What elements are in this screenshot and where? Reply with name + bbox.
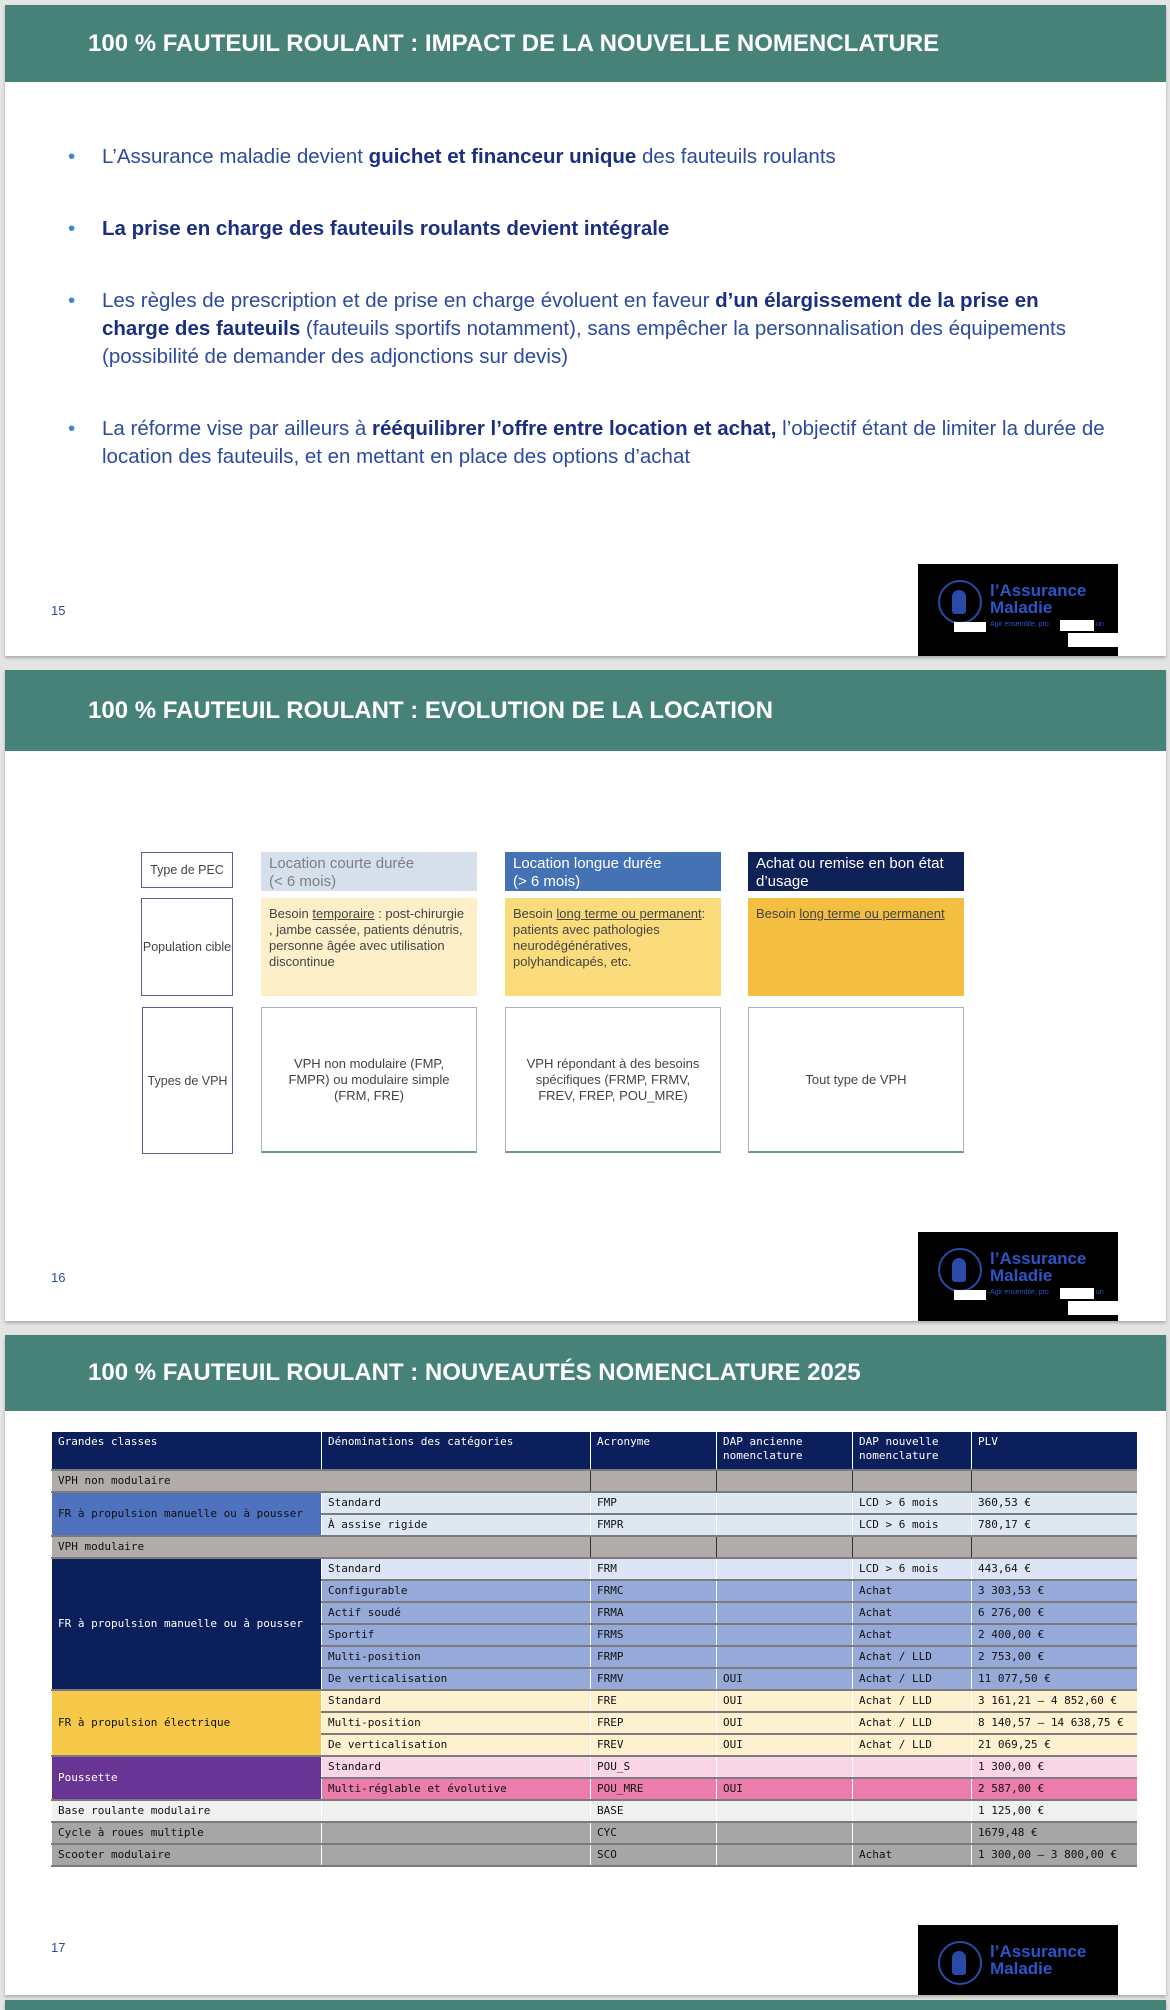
pop-text: : post-chirurgie , jambe cassée, patients dénutris, personne âgée avec utilisation discontinue xyxy=(269,906,465,969)
assurance-maladie-logo xyxy=(918,1925,1118,1995)
bullet-item xyxy=(60,215,1110,243)
empty-cell xyxy=(853,1536,972,1558)
cell-old xyxy=(717,1844,853,1866)
cell-cat: Actif soudé xyxy=(322,1602,591,1624)
page-number: 17 xyxy=(51,1940,66,1955)
cell-new: LCD > 6 mois xyxy=(853,1514,972,1536)
empty-cell xyxy=(972,1536,1137,1558)
cell-new: Achat xyxy=(853,1602,972,1624)
empty-cell xyxy=(591,1536,717,1558)
cell-cat xyxy=(322,1822,591,1844)
text: l’objectif étant de limiter la durée de location des fauteuils, et en mettant en place des options d’achat xyxy=(102,417,1105,468)
logo-name: l’Assurance Maladie xyxy=(990,1942,1087,1978)
cell-cat: De verticalisation xyxy=(322,1668,591,1690)
bold-text: La prise en charge des fauteuils roulants devient intégrale xyxy=(102,217,670,240)
pop-underlined: long terme ou permanent xyxy=(799,906,945,921)
cell-old: OUI xyxy=(717,1712,853,1734)
vph-cell: Tout type de VPH xyxy=(748,1007,964,1153)
cell-plv: 443,64 € xyxy=(972,1558,1137,1580)
cell-new: Achat / LLD xyxy=(853,1690,972,1712)
population-cell xyxy=(261,898,477,996)
logo-name: l’Assurance Maladie xyxy=(990,581,1087,617)
table-row xyxy=(52,1558,1137,1580)
cell-cat xyxy=(322,1800,591,1822)
assurance-maladie-logo xyxy=(918,1232,1118,1321)
bold-text: d’un élargissement de la prise en charge des fauteuils xyxy=(102,289,1039,340)
column-header: PLV xyxy=(972,1432,1137,1470)
class-cell: Poussette xyxy=(52,1756,322,1800)
cell-plv: 21 069,25 € xyxy=(972,1734,1137,1756)
cell-old: OUI xyxy=(717,1734,853,1756)
slide-title: 100 % FAUTEUIL ROULANT : NOUVEAUTÉS NOMENCLATURE 2025 xyxy=(5,1335,1166,1411)
cell-plv: 1 300,00 – 3 800,00 € xyxy=(972,1844,1137,1866)
pop-text: : patients avec pathologies neurodégénératives, polyhandicapés, etc. xyxy=(513,906,706,969)
cell-new: Achat xyxy=(853,1624,972,1646)
cell-acr: FRMS xyxy=(591,1624,717,1646)
cell-old xyxy=(717,1756,853,1778)
cell-acr: FREV xyxy=(591,1734,717,1756)
row-label-population: Population cible xyxy=(141,898,233,996)
empty-cell xyxy=(591,1470,717,1492)
logo-tagline-end: un xyxy=(1096,1289,1104,1296)
logo-tagline: Agir ensemble, pro xyxy=(990,1289,1049,1296)
cell-acr: SCO xyxy=(591,1844,717,1866)
bullet-item xyxy=(60,415,1110,471)
section-label: VPH modulaire xyxy=(52,1536,591,1558)
logo-emblem-icon xyxy=(938,580,982,624)
redaction-box xyxy=(954,622,986,632)
cell-cat: Configurable xyxy=(322,1580,591,1602)
cell-old xyxy=(717,1492,853,1514)
cell-acr: POU_S xyxy=(591,1756,717,1778)
bullet-item xyxy=(60,287,1110,371)
column-header: Dénominations des catégories xyxy=(322,1432,591,1470)
cell-plv: 8 140,57 – 14 638,75 € xyxy=(972,1712,1137,1734)
bold-text: guichet et financeur unique xyxy=(368,145,643,168)
cell-new xyxy=(853,1822,972,1844)
cell-new: Achat / LLD xyxy=(853,1734,972,1756)
redaction-box xyxy=(1068,633,1118,647)
cell-old: OUI xyxy=(717,1668,853,1690)
table-row xyxy=(52,1822,1137,1844)
cell-cat: Standard xyxy=(322,1756,591,1778)
slide-18-edge xyxy=(5,2000,1166,2010)
cell-old xyxy=(717,1514,853,1536)
empty-cell xyxy=(717,1536,853,1558)
cell-plv: 1 300,00 € xyxy=(972,1756,1137,1778)
row-label-types-vph: Types de VPH xyxy=(142,1007,233,1154)
text: des fauteuils roulants xyxy=(642,145,836,168)
nomenclature-table xyxy=(51,1432,1137,1867)
cell-old xyxy=(717,1558,853,1580)
cell-plv: 2 753,00 € xyxy=(972,1646,1137,1668)
population-cell xyxy=(505,898,721,996)
cell-acr: FREP xyxy=(591,1712,717,1734)
class-cell: FR à propulsion manuelle ou à pousser xyxy=(52,1492,322,1536)
cell-plv: 6 276,00 € xyxy=(972,1602,1137,1624)
page-number: 16 xyxy=(51,1270,66,1285)
table-row xyxy=(52,1492,1137,1514)
redaction-box xyxy=(1068,1301,1118,1315)
cell-old: OUI xyxy=(717,1690,853,1712)
column-header: Acronyme xyxy=(591,1432,717,1470)
bold-text: rééquilibrer l’offre entre location et achat, xyxy=(372,417,777,440)
cell-cat: Standard xyxy=(322,1690,591,1712)
section-label: VPH non modulaire xyxy=(52,1470,591,1492)
cell-acr: POU_MRE xyxy=(591,1778,717,1800)
table-row xyxy=(52,1800,1137,1822)
cell-acr: FRMC xyxy=(591,1580,717,1602)
cell-acr: FRM xyxy=(591,1558,717,1580)
cell-new: Achat / LLD xyxy=(853,1646,972,1668)
column-header: Location courte durée (< 6 mois) xyxy=(261,852,477,891)
cell-plv: 2 587,00 € xyxy=(972,1778,1137,1800)
column-header: DAP nouvelle nomenclature xyxy=(853,1432,972,1470)
pop-text: Besoin xyxy=(513,906,557,921)
slide-17 xyxy=(5,1335,1166,1995)
cell-cat: Standard xyxy=(322,1558,591,1580)
class-cell: FR à propulsion électrique xyxy=(52,1690,322,1756)
cell-plv: 11 077,50 € xyxy=(972,1668,1137,1690)
logo-tagline-end: un xyxy=(1096,621,1104,628)
logo-name: l’Assurance Maladie xyxy=(990,1249,1087,1285)
cell-new: Achat / LLD xyxy=(853,1712,972,1734)
cell-new: Achat xyxy=(853,1580,972,1602)
cell-plv: 360,53 € xyxy=(972,1492,1137,1514)
pop-text: Besoin xyxy=(756,906,800,921)
pop-underlined: temporaire xyxy=(312,906,375,921)
cell-plv: 3 303,53 € xyxy=(972,1580,1137,1602)
cell-plv: 780,17 € xyxy=(972,1514,1137,1536)
cell-acr: FMP xyxy=(591,1492,717,1514)
slide-15 xyxy=(5,5,1166,656)
cell-acr: BASE xyxy=(591,1800,717,1822)
bullet-item xyxy=(60,143,1110,171)
text: L’Assurance maladie devient xyxy=(102,145,369,168)
cell-new xyxy=(853,1800,972,1822)
cell-acr: FRMP xyxy=(591,1646,717,1668)
population-cell xyxy=(748,898,964,996)
cell-new: Achat xyxy=(853,1844,972,1866)
redaction-box xyxy=(1060,1288,1094,1299)
cell-acr: CYC xyxy=(591,1822,717,1844)
pop-text: Besoin xyxy=(269,906,313,921)
cell-old xyxy=(717,1602,853,1624)
class-cell: Scooter modulaire xyxy=(52,1844,322,1866)
bullet-list xyxy=(60,143,1110,515)
slide-title: 100 % FAUTEUIL ROULANT : EVOLUTION DE LA LOCATION xyxy=(5,670,1166,751)
text: La réforme vise par ailleurs à xyxy=(102,417,373,440)
section-row xyxy=(52,1536,1137,1558)
table-row xyxy=(52,1756,1137,1778)
section-row xyxy=(52,1470,1137,1492)
cell-cat: Multi-position xyxy=(322,1712,591,1734)
text: (fauteuils sportifs notamment), sans empêcher la personnalisation des équipements (possibilité de demander des adjonctions sur devis) xyxy=(102,317,1066,368)
cell-old xyxy=(717,1580,853,1602)
cell-plv: 2 400,00 € xyxy=(972,1624,1137,1646)
cell-cat: Multi-réglable et évolutive xyxy=(322,1778,591,1800)
cell-new: LCD > 6 mois xyxy=(853,1492,972,1514)
cell-cat: Sportif xyxy=(322,1624,591,1646)
slide-title: 100 % FAUTEUIL ROULANT : IMPACT DE LA NOUVELLE NOMENCLATURE xyxy=(5,5,1166,82)
empty-cell xyxy=(853,1470,972,1492)
cell-cat: Standard xyxy=(322,1492,591,1514)
cell-old: OUI xyxy=(717,1778,853,1800)
cell-new xyxy=(853,1778,972,1800)
cell-new: Achat / LLD xyxy=(853,1668,972,1690)
table-row xyxy=(52,1844,1137,1866)
cell-old xyxy=(717,1646,853,1668)
cell-plv: 3 161,21 – 4 852,60 € xyxy=(972,1690,1137,1712)
cell-cat xyxy=(322,1844,591,1866)
vph-cell: VPH non modulaire (FMP, FMPR) ou modulaire simple (FRM, FRE) xyxy=(261,1007,477,1153)
empty-cell xyxy=(717,1470,853,1492)
redaction-box xyxy=(1060,620,1094,631)
row-label-type-pec: Type de PEC xyxy=(141,852,233,888)
table-row xyxy=(52,1690,1137,1712)
cell-cat: À assise rigide xyxy=(322,1514,591,1536)
class-cell: FR à propulsion manuelle ou à pousser xyxy=(52,1558,322,1690)
cell-cat: De verticalisation xyxy=(322,1734,591,1756)
logo-emblem-icon xyxy=(938,1248,982,1292)
column-header: Location longue durée (> 6 mois) xyxy=(505,852,721,891)
cell-plv: 1 125,00 € xyxy=(972,1800,1137,1822)
assurance-maladie-logo xyxy=(918,564,1118,656)
cell-new: LCD > 6 mois xyxy=(853,1558,972,1580)
page-number: 15 xyxy=(51,603,66,618)
cell-old xyxy=(717,1624,853,1646)
cell-acr: FRMA xyxy=(591,1602,717,1624)
column-header: DAP ancienne nomenclature xyxy=(717,1432,853,1470)
cell-acr: FRMV xyxy=(591,1668,717,1690)
cell-old xyxy=(717,1800,853,1822)
slide-16 xyxy=(5,670,1166,1321)
vph-cell: VPH répondant à des besoins spécifiques (FRMP, FRMV, FREV, FREP, POU_MRE) xyxy=(505,1007,721,1153)
cell-plv: 1679,48 € xyxy=(972,1822,1137,1844)
table-header-row xyxy=(52,1432,1137,1470)
cell-new xyxy=(853,1756,972,1778)
class-cell: Base roulante modulaire xyxy=(52,1800,322,1822)
class-cell: Cycle à roues multiple xyxy=(52,1822,322,1844)
text: Les règles de prescription et de prise en charge évoluent en faveur xyxy=(102,289,716,312)
logo-emblem-icon xyxy=(938,1941,982,1985)
cell-cat: Multi-position xyxy=(322,1646,591,1668)
cell-old xyxy=(717,1822,853,1844)
column-header: Achat ou remise en bon état d’usage xyxy=(748,852,964,891)
pop-underlined: long terme ou permanent xyxy=(556,906,702,921)
logo-tagline: Agir ensemble, pro xyxy=(990,621,1049,628)
column-header: Grandes classes xyxy=(52,1432,322,1470)
redaction-box xyxy=(954,1290,986,1300)
cell-acr: FMPR xyxy=(591,1514,717,1536)
empty-cell xyxy=(972,1470,1137,1492)
cell-acr: FRE xyxy=(591,1690,717,1712)
